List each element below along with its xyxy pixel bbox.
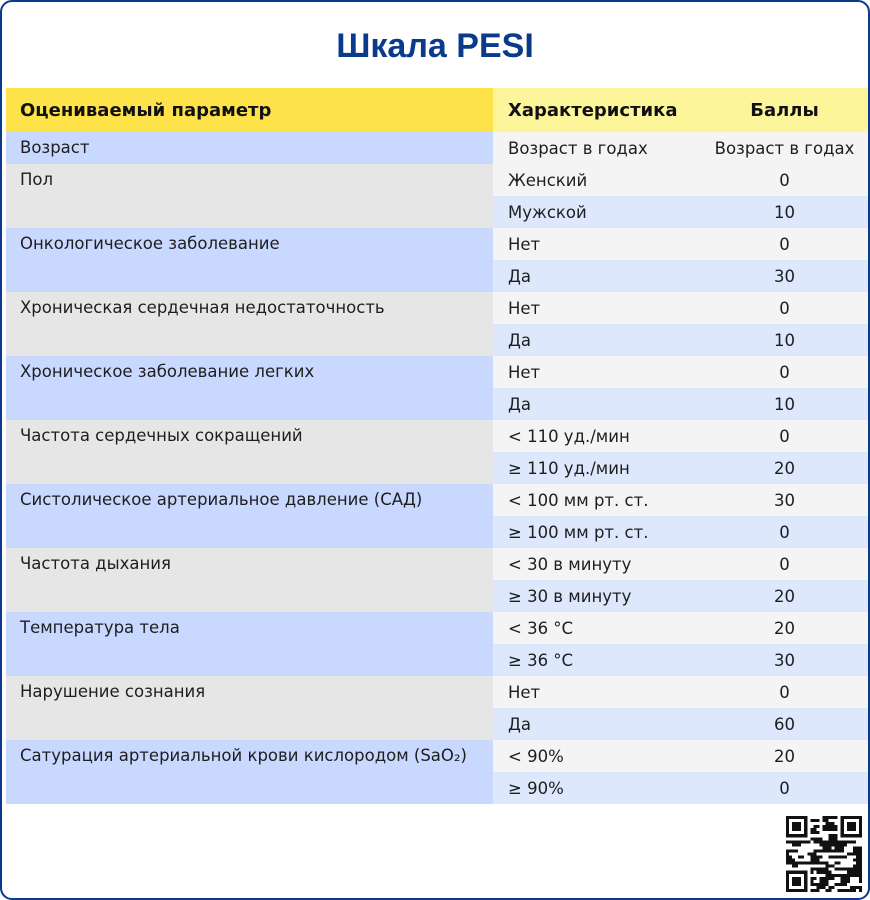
parameter-cell: Хроническое заболевание легких bbox=[6, 356, 493, 420]
points-cell: 0 bbox=[779, 362, 790, 382]
option-row bbox=[493, 292, 868, 324]
option-row bbox=[493, 548, 868, 580]
option-row bbox=[493, 452, 868, 484]
option-row bbox=[493, 612, 868, 644]
option-row bbox=[493, 708, 868, 740]
option-row bbox=[493, 420, 868, 452]
option-list bbox=[493, 292, 868, 356]
parameter-cell: Частота дыхания bbox=[6, 548, 493, 612]
option-list bbox=[493, 420, 868, 484]
table-row bbox=[6, 548, 868, 612]
table-row bbox=[6, 292, 868, 356]
parameter-cell: Хроническая сердечная недостаточность bbox=[6, 292, 493, 356]
points-cell: 10 bbox=[774, 202, 795, 222]
option-row bbox=[493, 228, 868, 260]
option-list bbox=[493, 612, 868, 676]
option-list bbox=[493, 740, 868, 804]
parameter-cell: Пол bbox=[6, 164, 493, 228]
parameter-cell: Онкологическое заболевание bbox=[6, 228, 493, 292]
option-list bbox=[493, 676, 868, 740]
characteristic-cell: < 90% bbox=[508, 746, 564, 766]
table-row bbox=[6, 612, 868, 676]
characteristic-cell: < 30 в минуту bbox=[508, 554, 632, 574]
table-header bbox=[6, 88, 868, 132]
table-body bbox=[6, 132, 868, 804]
option-row bbox=[493, 484, 868, 516]
characteristic-cell: Нет bbox=[508, 234, 541, 254]
table-row bbox=[6, 228, 868, 292]
table-row bbox=[6, 676, 868, 740]
characteristic-cell: Мужской bbox=[508, 202, 587, 222]
characteristic-cell: Да bbox=[508, 330, 532, 350]
points-cell: 30 bbox=[774, 490, 795, 510]
parameter-cell: Температура тела bbox=[6, 612, 493, 676]
characteristic-cell: < 110 уд./мин bbox=[508, 426, 630, 446]
table-row bbox=[6, 132, 868, 164]
option-row bbox=[493, 356, 868, 388]
option-row bbox=[493, 676, 868, 708]
option-list bbox=[493, 548, 868, 612]
characteristic-cell: Нет bbox=[508, 298, 541, 318]
points-cell: 30 bbox=[774, 266, 795, 286]
points-cell: 20 bbox=[774, 586, 795, 606]
table-row bbox=[6, 164, 868, 228]
option-row bbox=[493, 516, 868, 548]
option-list bbox=[493, 228, 868, 292]
option-row bbox=[493, 260, 868, 292]
characteristic-cell: ≥ 110 уд./мин bbox=[508, 458, 630, 478]
pesi-table bbox=[6, 88, 868, 804]
parameter-cell: Частота сердечных сокращений bbox=[6, 420, 493, 484]
characteristic-cell: < 36 °C bbox=[508, 618, 574, 638]
points-cell: 60 bbox=[774, 714, 795, 734]
parameter-cell: Сатурация артериальной крови кислородом (SaO₂) bbox=[6, 740, 493, 804]
points-cell: 20 bbox=[774, 618, 795, 638]
header-characteristic: Характеристика bbox=[508, 99, 678, 121]
option-list bbox=[493, 356, 868, 420]
characteristic-cell: Да bbox=[508, 394, 532, 414]
points-cell: 0 bbox=[779, 778, 790, 798]
points-cell: 20 bbox=[774, 458, 795, 478]
points-cell: 0 bbox=[779, 170, 790, 190]
option-list bbox=[493, 484, 868, 548]
characteristic-cell: < 100 мм рт. ст. bbox=[508, 490, 649, 510]
points-cell: 0 bbox=[779, 298, 790, 318]
option-row bbox=[493, 196, 868, 228]
characteristic-cell: Нет bbox=[508, 362, 541, 382]
points-cell: 0 bbox=[779, 554, 790, 574]
table-row bbox=[6, 484, 868, 548]
option-row bbox=[493, 772, 868, 804]
parameter-cell: Систолическое артериальное давление (САД) bbox=[6, 484, 493, 548]
table-row bbox=[6, 356, 868, 420]
parameter-cell: Возраст bbox=[6, 132, 493, 164]
qr-code-icon bbox=[786, 816, 862, 892]
page-title: Шкала PESI bbox=[336, 27, 534, 65]
characteristic-cell: Да bbox=[508, 266, 532, 286]
points-cell: 0 bbox=[779, 522, 790, 542]
points-cell: 0 bbox=[779, 234, 790, 254]
characteristic-cell: ≥ 30 в минуту bbox=[508, 586, 632, 606]
option-row bbox=[493, 132, 868, 164]
header-points: Баллы bbox=[750, 99, 819, 121]
table-row bbox=[6, 740, 868, 804]
points-cell: 10 bbox=[774, 330, 795, 350]
characteristic-cell: ≥ 36 °C bbox=[508, 650, 574, 670]
characteristic-cell: Нет bbox=[508, 682, 541, 702]
option-list bbox=[493, 164, 868, 228]
points-cell: 0 bbox=[779, 426, 790, 446]
points-cell: 20 bbox=[774, 746, 795, 766]
option-row bbox=[493, 164, 868, 196]
option-row bbox=[493, 644, 868, 676]
header-parameter: Оцениваемый параметр bbox=[6, 88, 493, 132]
characteristic-cell: Женский bbox=[508, 170, 588, 190]
points-cell: 10 bbox=[774, 394, 795, 414]
option-row bbox=[493, 580, 868, 612]
option-row bbox=[493, 388, 868, 420]
option-row bbox=[493, 324, 868, 356]
characteristic-cell: ≥ 100 мм рт. ст. bbox=[508, 522, 649, 542]
option-list bbox=[493, 132, 868, 164]
points-cell: 30 bbox=[774, 650, 795, 670]
characteristic-cell: Возраст в годах bbox=[508, 138, 648, 158]
option-row bbox=[493, 740, 868, 772]
parameter-cell: Нарушение сознания bbox=[6, 676, 493, 740]
points-cell: 0 bbox=[779, 682, 790, 702]
characteristic-cell: Да bbox=[508, 714, 532, 734]
table-row bbox=[6, 420, 868, 484]
points-cell: Возраст в годах bbox=[714, 138, 855, 158]
characteristic-cell: ≥ 90% bbox=[508, 778, 564, 798]
